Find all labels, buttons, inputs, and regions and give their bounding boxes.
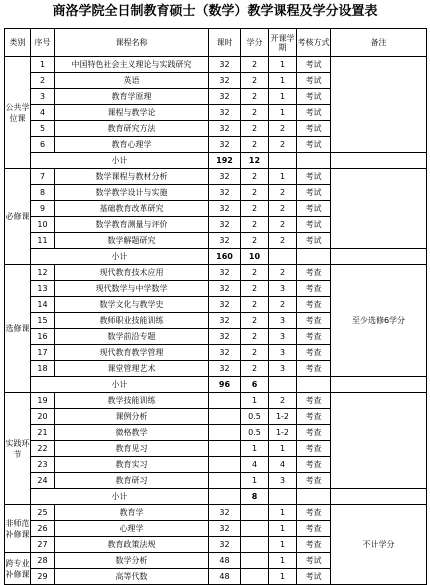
course-exam: 考试 [297,121,331,137]
course-hours: 32 [209,345,241,361]
course-hours: 48 [209,553,241,569]
course-name: 基础教育改革研究 [55,201,209,217]
subtotal-empty-note [331,489,427,505]
course-name: 高等代数 [55,569,209,585]
course-name: 课程与教学论 [55,105,209,121]
course-credit: 2 [241,265,269,281]
course-exam: 考查 [297,313,331,329]
course-credit [241,553,269,569]
course-exam: 考查 [297,393,331,409]
row-no: 19 [31,393,55,409]
course-term: 3 [269,473,297,489]
course-term: 2 [269,217,297,233]
row-no: 10 [31,217,55,233]
course-exam: 考试 [297,553,331,569]
category-cell: 实践环节 [5,393,31,505]
makeup-note: 不计学分 [331,505,427,585]
course-exam: 考查 [297,457,331,473]
table-row [5,169,427,185]
subtotal-empty-term [269,249,297,265]
course-exam: 考查 [297,329,331,345]
header-row [5,29,427,57]
subtotal-hours: 96 [209,377,241,393]
subtotal-empty-exam [297,377,331,393]
course-name: 现代教育技术应用 [55,265,209,281]
course-term: 3 [269,345,297,361]
row-no: 1 [31,57,55,73]
course-hours: 32 [209,297,241,313]
course-exam: 考查 [297,297,331,313]
course-name: 教育学原理 [55,89,209,105]
row-no: 7 [31,169,55,185]
row-no: 27 [31,537,55,553]
group-note [331,57,427,153]
subtotal-empty-note [331,377,427,393]
course-name: 心理学 [55,521,209,537]
course-exam: 考试 [297,73,331,89]
course-exam: 考查 [297,361,331,377]
course-credit: 2 [241,313,269,329]
course-term: 1 [269,553,297,569]
subtotal-empty-exam [297,153,331,169]
course-credit: 0.5 [241,425,269,441]
course-hours: 32 [209,89,241,105]
course-exam: 考试 [297,169,331,185]
row-no: 5 [31,121,55,137]
subtotal-credit: 12 [241,153,269,169]
header-no: 序号 [31,29,55,57]
course-term: 3 [269,361,297,377]
course-credit: 2 [241,217,269,233]
course-credit: 1 [241,441,269,457]
course-credit: 2 [241,185,269,201]
group-note [331,393,427,489]
row-no: 15 [31,313,55,329]
course-term: 2 [269,265,297,281]
course-table [4,28,427,585]
course-exam: 考查 [297,473,331,489]
course-term: 1-2 [269,425,297,441]
group-note [331,169,427,249]
course-name: 数学教学设计与实施 [55,185,209,201]
subtotal-row [5,249,427,265]
row-no: 3 [31,89,55,105]
course-term: 3 [269,281,297,297]
course-exam: 考查 [297,537,331,553]
course-name: 教育学 [55,505,209,521]
row-no: 12 [31,265,55,281]
course-term: 1 [269,569,297,585]
row-no: 28 [31,553,55,569]
course-hours: 32 [209,201,241,217]
row-no: 13 [31,281,55,297]
row-no: 14 [31,297,55,313]
course-name: 数学前沿专题 [55,329,209,345]
header-category: 类别 [5,29,31,57]
course-hours: 32 [209,217,241,233]
course-name: 教师职业技能训练 [55,313,209,329]
course-term: 2 [269,185,297,201]
course-hours: 32 [209,169,241,185]
subtotal-label: 小计 [31,153,209,169]
subtotal-empty-term [269,377,297,393]
header-hours: 课时 [209,29,241,57]
row-no: 23 [31,457,55,473]
subtotal-hours [209,489,241,505]
table-row [5,265,427,281]
course-exam: 考试 [297,137,331,153]
subtotal-empty-exam [297,249,331,265]
row-no: 22 [31,441,55,457]
course-hours: 32 [209,233,241,249]
row-no: 24 [31,473,55,489]
course-term: 2 [269,233,297,249]
course-exam: 考试 [297,217,331,233]
category-cell: 跨专业补修课 [5,553,31,585]
row-no: 17 [31,345,55,361]
row-no: 4 [31,105,55,121]
course-credit: 2 [241,57,269,73]
course-term: 3 [269,329,297,345]
header-course-name: 课程名称 [55,29,209,57]
course-credit: 1 [241,473,269,489]
course-term: 2 [269,137,297,153]
course-name: 数学分析 [55,553,209,569]
course-name: 教育研习 [55,473,209,489]
row-no: 21 [31,425,55,441]
category-cell: 必修课 [5,169,31,265]
course-credit: 2 [241,137,269,153]
course-name: 微格教学 [55,425,209,441]
header-note: 备注 [331,29,427,57]
subtotal-credit: 8 [241,489,269,505]
course-term: 2 [269,121,297,137]
page-title: 商洛学院全日制教育硕士（数学）教学课程及学分设置表 [52,4,378,19]
course-exam: 考查 [297,521,331,537]
course-term: 2 [269,393,297,409]
row-no: 2 [31,73,55,89]
row-no: 25 [31,505,55,521]
course-hours: 32 [209,57,241,73]
course-exam: 考查 [297,345,331,361]
course-hours: 32 [209,265,241,281]
table-row [5,505,427,521]
course-hours: 48 [209,569,241,585]
header-exam: 考核方式 [297,29,331,57]
course-exam: 考查 [297,425,331,441]
row-no: 26 [31,521,55,537]
subtotal-hours: 160 [209,249,241,265]
row-no: 16 [31,329,55,345]
row-no: 8 [31,185,55,201]
header-term: 开课学期 [269,29,297,57]
course-name: 教育见习 [55,441,209,457]
course-term: 2 [269,201,297,217]
course-exam: 考试 [297,105,331,121]
subtotal-credit: 6 [241,377,269,393]
subtotal-label: 小计 [31,249,209,265]
course-exam: 考试 [297,569,331,585]
course-term: 1 [269,537,297,553]
course-term: 1 [269,105,297,121]
course-hours: 32 [209,121,241,137]
course-credit: 2 [241,73,269,89]
course-credit: 0.5 [241,409,269,425]
row-no: 20 [31,409,55,425]
course-exam: 考试 [297,201,331,217]
course-name: 课例分析 [55,409,209,425]
course-credit: 2 [241,297,269,313]
course-term: 1 [269,521,297,537]
category-cell: 选修课 [5,265,31,393]
row-no: 29 [31,569,55,585]
subtotal-empty-term [269,489,297,505]
course-credit: 2 [241,281,269,297]
course-exam: 考试 [297,185,331,201]
course-hours: 32 [209,281,241,297]
course-credit: 2 [241,121,269,137]
course-exam: 考试 [297,233,331,249]
course-hours: 32 [209,505,241,521]
course-exam: 考试 [297,57,331,73]
course-name: 数学课程与教材分析 [55,169,209,185]
course-credit: 2 [241,201,269,217]
header-credit: 学分 [241,29,269,57]
course-name: 现代教育教学管理 [55,345,209,361]
course-credit [241,537,269,553]
course-hours: 32 [209,137,241,153]
course-term: 1-2 [269,409,297,425]
course-hours: 32 [209,361,241,377]
course-name: 教育实习 [55,457,209,473]
subtotal-empty-term [269,153,297,169]
course-term: 1 [269,441,297,457]
subtotal-label: 小计 [31,489,209,505]
course-credit [241,521,269,537]
course-hours [209,457,241,473]
course-name: 教育政策法规 [55,537,209,553]
subtotal-empty-exam [297,489,331,505]
course-name: 课堂管理艺术 [55,361,209,377]
course-hours [209,425,241,441]
row-no: 11 [31,233,55,249]
course-name: 教学技能训练 [55,393,209,409]
course-exam: 考查 [297,409,331,425]
course-credit: 1 [241,393,269,409]
group-note: 至少选修6学分 [331,265,427,377]
course-name: 数学文化与教学史 [55,297,209,313]
course-exam: 考查 [297,505,331,521]
course-name: 现代数学与中学数学 [55,281,209,297]
course-exam: 考查 [297,281,331,297]
course-credit: 2 [241,169,269,185]
course-term: 1 [269,57,297,73]
course-exam: 考查 [297,265,331,281]
course-credit: 2 [241,105,269,121]
subtotal-hours: 192 [209,153,241,169]
course-hours [209,441,241,457]
course-term: 2 [269,297,297,313]
course-term: 3 [269,313,297,329]
course-hours [209,393,241,409]
row-no: 6 [31,137,55,153]
course-credit: 2 [241,233,269,249]
course-hours: 32 [209,313,241,329]
subtotal-row [5,377,427,393]
course-name: 英语 [55,73,209,89]
table-row [5,393,427,409]
course-credit: 4 [241,457,269,473]
subtotal-empty-note [331,249,427,265]
subtotal-empty-note [331,153,427,169]
course-credit [241,505,269,521]
course-hours: 32 [209,329,241,345]
course-hours [209,409,241,425]
subtotal-row [5,153,427,169]
course-hours [209,473,241,489]
course-exam: 考试 [297,89,331,105]
category-cell: 非师范补修课 [5,505,31,553]
course-hours: 32 [209,185,241,201]
course-name: 数学教育测量与评价 [55,217,209,233]
course-credit: 2 [241,361,269,377]
course-credit: 2 [241,89,269,105]
subtotal-credit: 10 [241,249,269,265]
subtotal-row [5,489,427,505]
table-row [5,57,427,73]
course-credit [241,569,269,585]
subtotal-label: 小计 [31,377,209,393]
course-term: 1 [269,73,297,89]
course-exam: 考查 [297,441,331,457]
course-hours: 32 [209,105,241,121]
course-name: 教育心理学 [55,137,209,153]
table-body [5,57,427,585]
course-hours: 32 [209,521,241,537]
row-no: 18 [31,361,55,377]
course-name: 中国特色社会主义理论与实践研究 [55,57,209,73]
course-term: 1 [269,89,297,105]
course-credit: 2 [241,329,269,345]
course-name: 教育研究方法 [55,121,209,137]
course-credit: 2 [241,345,269,361]
course-hours: 32 [209,537,241,553]
category-cell: 公共学位课 [5,57,31,169]
course-term: 1 [269,169,297,185]
course-name: 数学解题研究 [55,233,209,249]
row-no: 9 [31,201,55,217]
course-term: 1 [269,505,297,521]
course-term: 4 [269,457,297,473]
course-hours: 32 [209,73,241,89]
